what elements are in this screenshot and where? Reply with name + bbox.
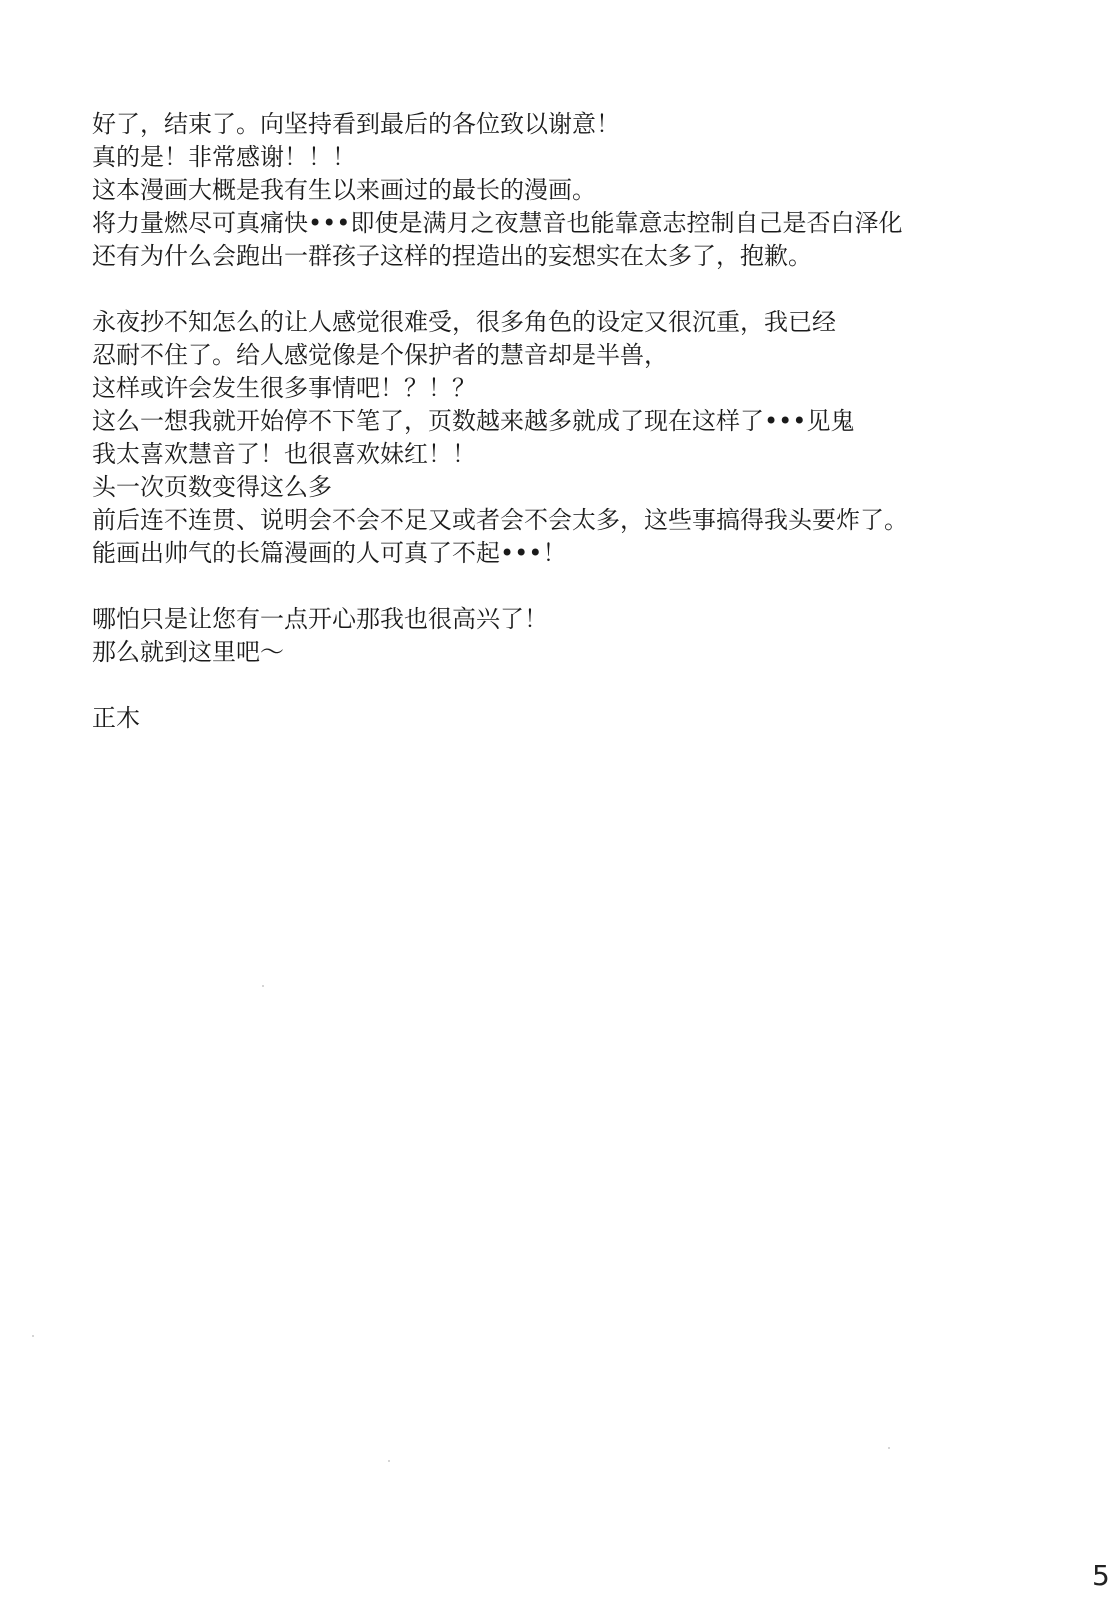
text-line: 忍耐不住了。给人感觉像是个保护者的慧音却是半兽， [92,341,668,369]
text-line: 好了，结束了。向坚持看到最后的各位致以谢意！ [92,110,620,138]
scan-speck [262,985,264,987]
scan-speck [388,1460,390,1462]
text-line: 前后连不连贯、说明会不会不足又或者会不会太多，这些事搞得我头要炸了。 [92,506,908,534]
page-number: 5 [1092,1559,1110,1592]
text-line: 这样或许会发生很多事情吧！？！？ [92,374,476,402]
text-line: 我太喜欢慧音了！也很喜欢妹红！！ [92,440,476,468]
text-line: 哪怕只是让您有一点开心那我也很高兴了！ [92,605,548,633]
text-line: 能画出帅气的长篇漫画的人可真了不起•••！ [92,539,567,567]
afterword-text [92,108,1052,735]
text-line: 那么就到这里吧～ [92,638,284,666]
author-signature: 正木 [92,704,140,732]
paragraph-gap [92,273,1052,306]
text-line: 真的是！非常感谢！！！ [92,143,356,171]
text-line: 永夜抄不知怎么的让人感觉很难受，很多角色的设定又很沉重，我已经 [92,308,836,336]
text-line: 还有为什么会跑出一群孩子这样的捏造出的妄想实在太多了，抱歉。 [92,242,812,270]
scan-speck [888,1447,890,1449]
text-line: 将力量燃尽可真痛快•••即使是满月之夜慧音也能靠意志控制自己是否白泽化 [92,209,903,237]
paragraph-thanks [92,108,1052,273]
paragraph-story [92,306,1052,570]
text-line: 头一次页数变得这么多 [92,473,332,501]
signature-block [92,702,1052,735]
text-line: 这么一想我就开始停不下笔了，页数越来越多就成了现在这样了•••见鬼 [92,407,855,435]
scan-speck [32,1335,34,1337]
paragraph-closing [92,603,1052,669]
text-line: 这本漫画大概是我有生以来画过的最长的漫画。 [92,176,596,204]
paragraph-gap [92,669,1052,702]
paragraph-gap [92,570,1052,603]
